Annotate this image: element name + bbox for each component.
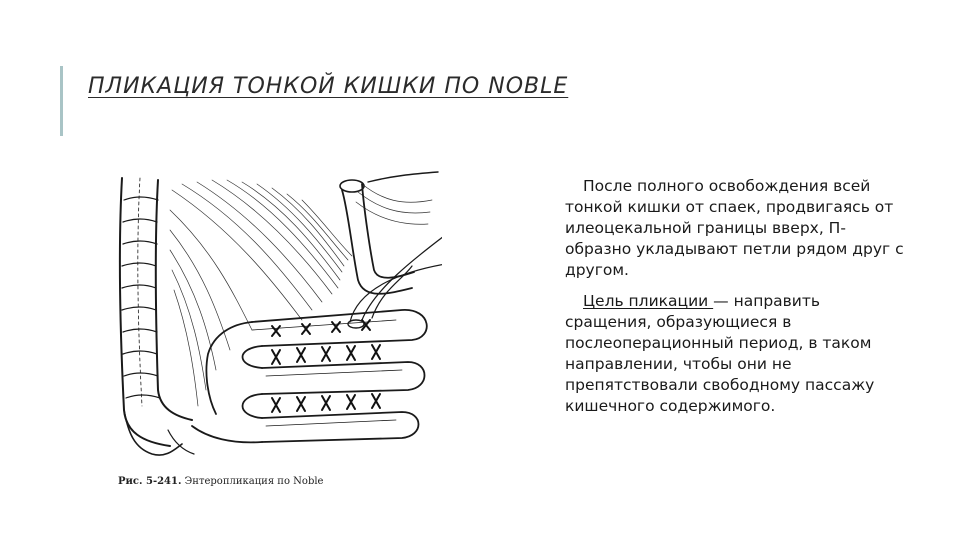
plication-illustration <box>112 170 442 500</box>
title-accent-bar <box>60 66 63 136</box>
description-text <box>565 176 905 427</box>
paragraph-1 <box>565 176 905 281</box>
caption-number: Рис. 5-241. <box>118 476 182 487</box>
figure-caption <box>118 476 323 487</box>
paragraph-2-text: — направить сращения, образующиеся в послеоперационный период, в таком направлении, чтобы они не препятствовали свободному пассажу кишечного содержимого. <box>565 292 875 415</box>
intestine-drawing <box>112 170 442 500</box>
caption-text: Энтеропликация по Noble <box>184 476 324 487</box>
paragraph-2-underlined: Цель пликации <box>583 292 714 310</box>
paragraph-1-text: После полного освобождения всей тонкой кишки от спаек, продвигаясь от илеоцекальной границы вверх, П-образно укладывают петли рядом друг с другом. <box>565 177 904 279</box>
paragraph-2 <box>565 291 905 417</box>
slide-title: ПЛИКАЦИЯ ТОНКОЙ КИШКИ ПО NOBLE <box>88 74 569 99</box>
